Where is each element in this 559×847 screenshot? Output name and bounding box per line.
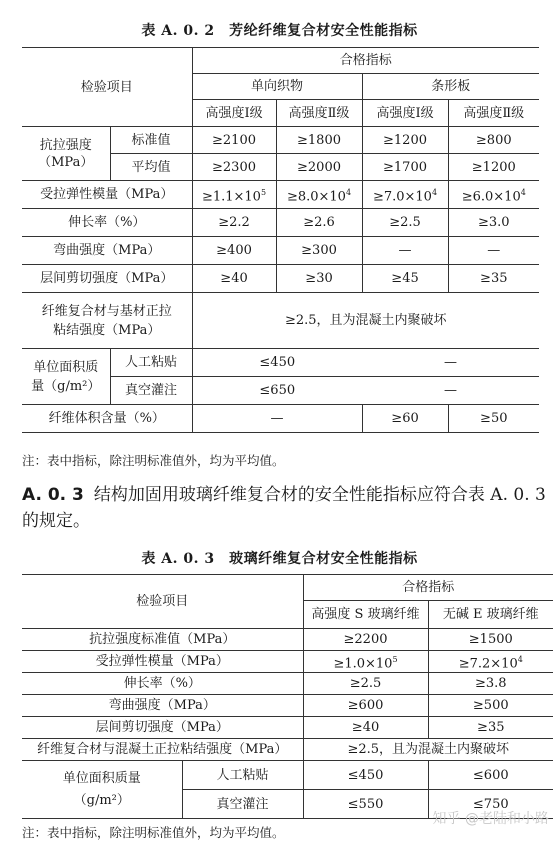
table-cell: ≥1200 xyxy=(448,154,539,181)
row-label-mass: 单位面积质量（g/m²） xyxy=(22,761,182,819)
table-cell-merged: ≥2.5，且为混凝土内聚破坏 xyxy=(192,293,539,349)
row-label-manual: 人工粘贴 xyxy=(110,349,192,377)
table-cell: ≤650 xyxy=(192,377,362,405)
table-cell: ≥3.8 xyxy=(428,673,553,695)
table-cell: ≥2.2 xyxy=(192,209,276,237)
row-label: 层间剪切强度（MPa） xyxy=(22,717,303,739)
table-cell: ≥45 xyxy=(362,265,448,293)
table-cell: ≥2200 xyxy=(303,629,428,651)
table-cell: ≥400 xyxy=(192,237,276,265)
table-cell: ≥800 xyxy=(448,127,539,154)
table-cell: ≥1500 xyxy=(428,629,553,651)
row-label-manual: 人工粘贴 xyxy=(182,761,303,790)
row-label-standard: 标准值 xyxy=(110,127,192,154)
header-qualified: 合格指标 xyxy=(192,48,539,74)
watermark: 知乎 @老陆和小路 xyxy=(432,811,549,827)
table-title: 表 A. 0. 3 玻璃纤维复合材安全性能指标 xyxy=(141,551,418,567)
table-cell: ≥35 xyxy=(428,717,553,739)
row-label-mass: 单位面积质量（g/m²） xyxy=(22,349,110,405)
table-cell: ≥50 xyxy=(448,405,539,433)
table-cell: $\ge 1.1\times 10^5$ xyxy=(192,181,276,209)
table-cell: ≥1700 xyxy=(362,154,448,181)
row-label-bond: 纤维复合材与基材正拉粘结强度（MPa） xyxy=(22,293,192,349)
row-label: 抗拉强度标准值（MPa） xyxy=(22,629,303,651)
table-cell: — xyxy=(362,237,448,265)
table-cell: $\ge 6.0\times 10^4$ xyxy=(448,181,539,209)
table-cell: ≥300 xyxy=(276,237,362,265)
header-grade: 高强度Ⅰ级 xyxy=(362,100,448,127)
row-label: 伸长率（%） xyxy=(22,673,303,695)
table-title: 表 A. 0. 2 芳纶纤维复合材安全性能指标 xyxy=(141,23,418,39)
table-cell: — xyxy=(192,405,362,433)
clause-text: 结构加固用玻璃纤维复合材的安全性能指标应符合表 A. 0. 3的规定。 xyxy=(22,485,546,531)
row-label-elongation: 伸长率（%） xyxy=(22,209,192,237)
row-label-modulus: 受拉弹性模量（MPa） xyxy=(22,181,192,209)
table-cell: ≤450 xyxy=(303,761,428,790)
table-cell: ≤450 xyxy=(192,349,362,377)
table-cell-merged: ≥2.5，且为混凝土内聚破坏 xyxy=(303,739,553,761)
header-qualified: 合格指标 xyxy=(303,575,553,601)
table-cell: ≤550 xyxy=(303,790,428,819)
table-cell: $\ge 7.2\times 10^4$ xyxy=(428,651,553,673)
table-cell: ≥1200 xyxy=(362,127,448,154)
table-cell: ≤750 xyxy=(428,790,553,819)
clause-paragraph xyxy=(22,482,550,534)
table-cell: ≥40 xyxy=(192,265,276,293)
table-cell: — xyxy=(362,349,539,377)
row-label-vacuum: 真空灌注 xyxy=(182,790,303,819)
aramid-spec-table xyxy=(22,47,539,433)
table-cell: ≥2.5 xyxy=(362,209,448,237)
table-cell: ≥500 xyxy=(428,695,553,717)
header-grade: 高强度Ⅱ级 xyxy=(448,100,539,127)
table-cell: — xyxy=(448,237,539,265)
table-cell: ≥1800 xyxy=(276,127,362,154)
table-cell: ≥2300 xyxy=(192,154,276,181)
row-label-vacuum: 真空灌注 xyxy=(110,377,192,405)
header-item: 检验项目 xyxy=(22,48,192,127)
header-e-glass: 无碱 E 玻璃纤维 xyxy=(428,601,553,629)
header-strip-plate: 条形板 xyxy=(362,74,539,100)
table-cell: ≥3.0 xyxy=(448,209,539,237)
header-s-glass: 高强度 S 玻璃纤维 xyxy=(303,601,428,629)
header-unidirectional: 单向织物 xyxy=(192,74,362,100)
table-note: 注：表中指标，除注明标准值外，均为平均值。 xyxy=(22,825,285,840)
header-grade: 高强度Ⅱ级 xyxy=(276,100,362,127)
row-label-average: 平均值 xyxy=(110,154,192,181)
table-cell: ≥600 xyxy=(303,695,428,717)
table-cell: ≥2.5 xyxy=(303,673,428,695)
glass-fiber-spec-table xyxy=(22,574,553,819)
table-cell: ≥40 xyxy=(303,717,428,739)
row-label-tensile: 抗拉强度（MPa） xyxy=(22,127,110,181)
row-label-fiber-volume: 纤维体积含量（%） xyxy=(22,405,192,433)
table-cell: $\ge 1.0\times 10^5$ xyxy=(303,651,428,673)
header-grade: 高强度Ⅰ级 xyxy=(192,100,276,127)
table-note: 注：表中指标，除注明标准值外，均为平均值。 xyxy=(22,453,285,468)
table-cell: ≥2100 xyxy=(192,127,276,154)
row-label: 弯曲强度（MPa） xyxy=(22,695,303,717)
table-cell: ≥35 xyxy=(448,265,539,293)
table-cell: ≤600 xyxy=(428,761,553,790)
header-item: 检验项目 xyxy=(22,575,303,629)
row-label: 纤维复合材与混凝土正拉粘结强度（MPa） xyxy=(22,739,303,761)
table-cell: — xyxy=(362,377,539,405)
table-cell: ≥2000 xyxy=(276,154,362,181)
row-label-shear: 层间剪切强度（MPa） xyxy=(22,265,192,293)
row-label-bending: 弯曲强度（MPa） xyxy=(22,237,192,265)
table-cell: $\ge 7.0\times 10^4$ xyxy=(362,181,448,209)
table-cell: $\ge 8.0\times 10^4$ xyxy=(276,181,362,209)
row-label: 受拉弹性模量（MPa） xyxy=(22,651,303,673)
table-cell: ≥2.6 xyxy=(276,209,362,237)
table-cell: ≥30 xyxy=(276,265,362,293)
clause-number: A. 0. 3 xyxy=(22,485,84,505)
table-cell: ≥60 xyxy=(362,405,448,433)
